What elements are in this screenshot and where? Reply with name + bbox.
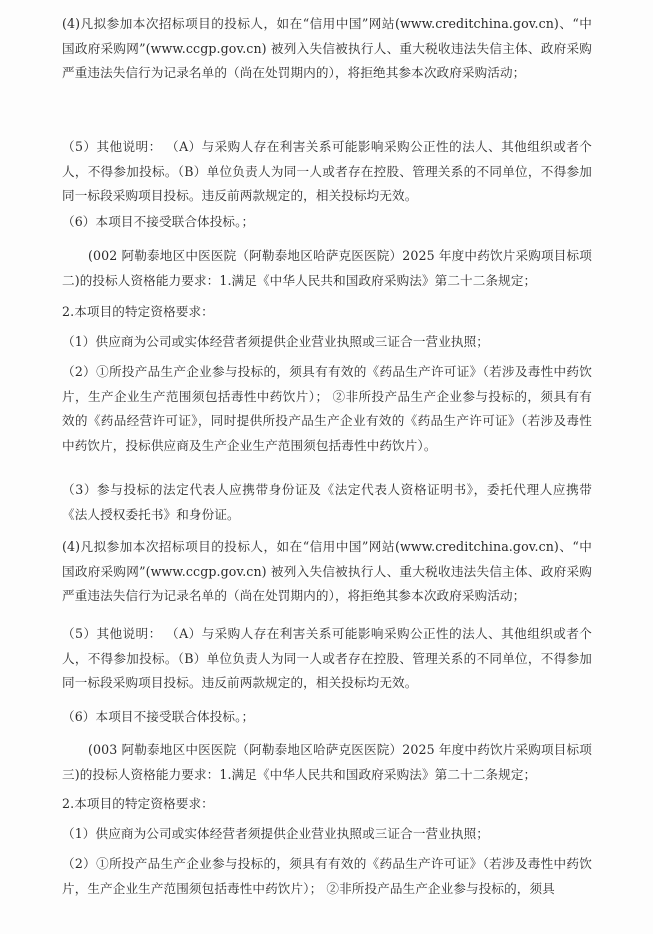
paragraph-3-legal-representative: （3）参与投标的法定代表人应携带身份证及《法定代表人资格证明书》，委托代理人应携带《法人授权委托书》和身份证。 bbox=[62, 482, 592, 522]
paragraph-6-no-consortium-b: （6）本项目不接受联合体投标。； bbox=[62, 709, 255, 724]
paragraph-6-no-consortium-a: （6）本项目不接受联合体投标。； bbox=[62, 214, 255, 229]
paragraph-4-blacklist-b: (4)凡拟参加本次招标项目的投标人，如在“信用中国”网站(www.creditchina.gov.cn)、“中国政府采购网”(www.ccgp.gov.cn) 被列入失信被执行人、重大税收违法失信主体、政府采购严重违法失信行为记录名单的（尚在处罚期内的），将拒绝其参本次政府采购活动； bbox=[62, 539, 592, 604]
paragraph-lot-003-header: (003 阿勒泰地区中医医院（阿勒泰地区哈萨克医医院）2025 年度中药饮片采购项目标项三)的投标人资格能力要求：1.满足《中华人民共和国政府采购法》第二十二条规定； bbox=[62, 742, 592, 782]
paragraph-2-drug-license-a: （2）①所投产品生产企业参与投标的，须具有有效的《药品生产许可证》（若涉及毒性中药饮片，生产企业生产范围须包括毒性中药饮片）； ②非所投产品生产企业参与投标的，须具有有效的《药品经营许可证》，同时提供所投产品生产企业有效的《药品生产许可证》（若涉及毒性中药饮片，投标供应商及生产企业生产范围须包括毒性中药饮片）。 bbox=[62, 364, 592, 453]
paragraph-5-other-notes-b: （5）其他说明： （A）与采购人存在利害关系可能影响采购公正性的法人、其他组织或者个人，不得参加投标。（B）单位负责人为同一人或者存在控股、管理关系的不同单位，不得参加同一标段采购项目投标。违反前两款规定的，相关投标均无效。 bbox=[62, 626, 592, 691]
paragraph-1-business-license-a: （1）供应商为公司或实体经营者须提供企业营业执照或三证合一营业执照； bbox=[62, 334, 490, 349]
paragraph-lot-002-header: (002 阿勒泰地区中医医院（阿勒泰地区哈萨克医医院）2025 年度中药饮片采购项目标项二)的投标人资格能力要求：1.满足《中华人民共和国政府采购法》第二十二条规定； bbox=[62, 248, 592, 288]
paragraph-1-business-license-b: （1）供应商为公司或实体经营者须提供企业营业执照或三证合一营业执照； bbox=[62, 826, 490, 841]
paragraph-specific-qualifications-a: 2.本项目的特定资格要求： bbox=[62, 304, 214, 319]
paragraph-5-other-notes-a: （5）其他说明： （A）与采购人存在利害关系可能影响采购公正性的法人、其他组织或者个人，不得参加投标。（B）单位负责人为同一人或者存在控股、管理关系的不同单位，不得参加同一标段采购项目投标。违反前两款规定的，相关投标均无效。 bbox=[62, 139, 592, 204]
paragraph-4-blacklist-a: (4)凡拟参加本次招标项目的投标人，如在“信用中国”网站(www.creditchina.gov.cn)、“中国政府采购网”(www.ccgp.gov.cn) 被列入失信被执行人、重大税收违法失信主体、政府采购严重违法失信行为记录名单的（尚在处罚期内的），将拒绝其参本次政府采购活动； bbox=[62, 16, 592, 81]
paragraph-2-drug-license-b: （2）①所投产品生产企业参与投标的，须具有有效的《药品生产许可证》（若涉及毒性中药饮片，生产企业生产范围须包括毒性中药饮片）； ②非所投产品生产企业参与投标的，须具 bbox=[62, 856, 592, 896]
paragraph-specific-qualifications-b: 2.本项目的特定资格要求： bbox=[62, 796, 214, 811]
